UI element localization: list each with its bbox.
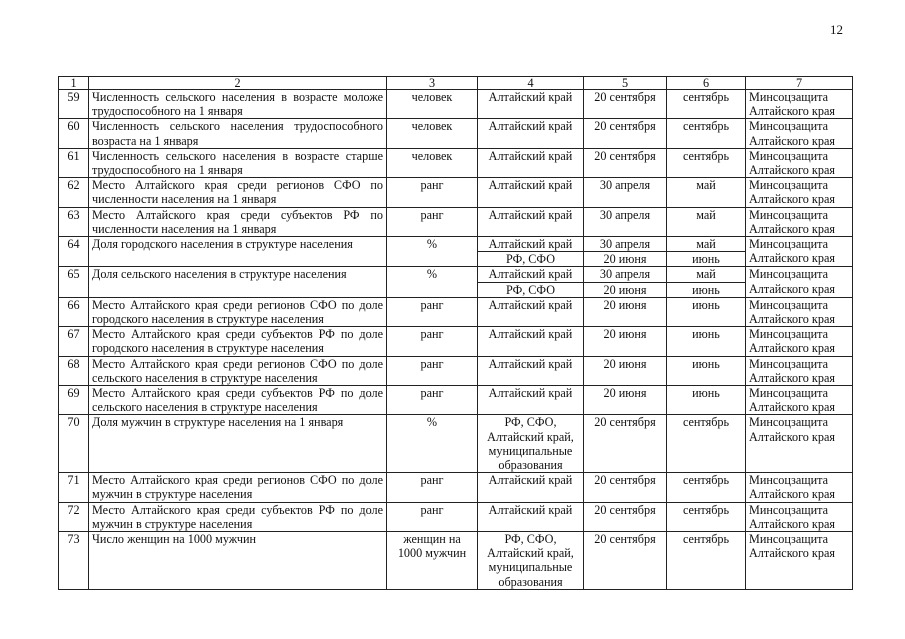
deadline-cell	[584, 502, 667, 531]
deadline-cell	[584, 119, 667, 148]
deadline-cell-value: 20 июня	[603, 356, 647, 371]
territory-cell	[478, 327, 584, 356]
responsible-cell: Минсоцзащита Алтайского края	[746, 148, 853, 177]
indicator-name: Место Алтайского края среди субъектов РФ по доле городского населения в структуре населения	[89, 327, 387, 356]
responsible-cell: Минсоцзащита Алтайского края	[746, 473, 853, 502]
deadline-cell-value: 30 апреля	[599, 207, 651, 222]
month-cell	[667, 415, 746, 473]
month-cell-value: июнь	[692, 386, 720, 400]
responsible-cell: Минсоцзащита Алтайского края	[746, 178, 853, 207]
territory-cell-value: Алтайский край	[488, 502, 573, 517]
deadline-cell-value: 20 июня	[603, 386, 647, 400]
territory-cell	[478, 415, 584, 473]
territory-cell	[478, 356, 584, 385]
territory-cell-value: Алтайский край	[488, 386, 573, 400]
responsible-cell: Минсоцзащита Алтайского края	[746, 237, 853, 267]
row-number: 72	[59, 502, 89, 531]
responsible-cell: Минсоцзащита Алтайского края	[746, 356, 853, 385]
territory-cell-value: РФ, СФО	[478, 251, 583, 266]
deadline-cell-value: 30 апреля	[599, 178, 651, 193]
table-row	[59, 297, 853, 326]
unit-cell: %	[387, 267, 478, 297]
row-number: 65	[59, 267, 89, 297]
month-cell	[667, 148, 746, 177]
deadline-cell-value: 20 сентября	[594, 90, 656, 104]
responsible-cell: Минсоцзащита Алтайского края	[746, 415, 853, 473]
table-row	[59, 237, 853, 267]
territory-cell-value: Алтайский край	[488, 327, 573, 342]
month-cell-value: май	[696, 267, 716, 282]
territory-cell	[478, 297, 584, 326]
indicator-name: Число женщин на 1000 мужчин	[89, 532, 387, 590]
table-row	[59, 386, 853, 415]
column-header: 1	[59, 77, 89, 90]
unit-cell: человек	[387, 90, 478, 119]
indicator-name: Место Алтайского края среди субъектов РФ по численности населения на 1 января	[89, 207, 387, 236]
territory-cell-value: Алтайский край	[488, 473, 573, 488]
deadline-cell-value: 20 сентября	[594, 415, 656, 430]
territory-cell-value: Алтайский край	[488, 119, 573, 134]
indicators-table	[58, 76, 853, 590]
month-cell	[667, 473, 746, 502]
month-cell	[667, 90, 746, 119]
row-number: 62	[59, 178, 89, 207]
month-cell	[667, 237, 746, 267]
deadline-cell-value: 30 апреля	[599, 237, 651, 252]
row-number: 63	[59, 207, 89, 236]
month-cell	[667, 327, 746, 356]
responsible-cell: Минсоцзащита Алтайского края	[746, 119, 853, 148]
responsible-cell: Минсоцзащита Алтайского края	[746, 297, 853, 326]
responsible-cell: Минсоцзащита Алтайского края	[746, 207, 853, 236]
indicator-name: Численность сельского населения в возрасте старше трудоспособного на 1 января	[89, 148, 387, 177]
unit-cell: человек	[387, 119, 478, 148]
territory-cell	[478, 502, 584, 531]
territory-cell	[478, 207, 584, 236]
deadline-cell	[584, 356, 667, 385]
deadline-cell	[584, 90, 667, 119]
month-cell	[667, 532, 746, 590]
table-row	[59, 207, 853, 236]
month-cell-value: сентябрь	[682, 415, 730, 430]
month-cell	[667, 119, 746, 148]
indicator-name: Место Алтайского края среди регионов СФО по доле сельского населения в структуре населения	[89, 356, 387, 385]
unit-cell: ранг	[387, 502, 478, 531]
column-header: 6	[667, 77, 746, 90]
unit-cell: ранг	[387, 386, 478, 415]
table-row	[59, 90, 853, 119]
responsible-cell: Минсоцзащита Алтайского края	[746, 386, 853, 415]
responsible-cell: Минсоцзащита Алтайского края	[746, 90, 853, 119]
month-cell	[667, 267, 746, 297]
indicator-name: Место Алтайского края среди субъектов РФ по доле сельского населения в структуре населения	[89, 386, 387, 415]
territory-cell-value: РФ, СФО, Алтайский край, муниципальные образования	[487, 532, 574, 589]
table-row	[59, 267, 853, 297]
territory-cell-value: Алтайский край	[488, 267, 573, 282]
indicator-name: Место Алтайского края среди регионов СФО по доле городского населения в структуре населения	[89, 297, 387, 326]
unit-cell: человек	[387, 148, 478, 177]
deadline-cell	[584, 473, 667, 502]
unit-cell: ранг	[387, 297, 478, 326]
table-row	[59, 502, 853, 531]
page-number: 12	[830, 22, 843, 37]
row-number: 73	[59, 532, 89, 590]
row-number: 60	[59, 119, 89, 148]
deadline-cell-value: 20 сентября	[594, 119, 656, 134]
unit-cell: ранг	[387, 207, 478, 236]
table-row	[59, 532, 853, 590]
indicator-name: Место Алтайского края среди субъектов РФ по доле мужчин в структуре населения	[89, 502, 387, 531]
deadline-cell	[584, 267, 667, 297]
responsible-cell: Минсоцзащита Алтайского края	[746, 502, 853, 531]
month-cell-value: июнь	[692, 356, 720, 371]
territory-cell-value: РФ, СФО, Алтайский край, муниципальные образования	[487, 415, 574, 473]
responsible-cell: Минсоцзащита Алтайского края	[746, 327, 853, 356]
month-cell	[667, 356, 746, 385]
month-cell-value: июнь	[667, 251, 745, 266]
table-row	[59, 148, 853, 177]
row-number: 68	[59, 356, 89, 385]
deadline-cell	[584, 178, 667, 207]
unit-cell: женщин на 1000 мужчин	[387, 532, 478, 590]
territory-cell	[478, 473, 584, 502]
month-cell-value: май	[696, 178, 716, 193]
month-cell	[667, 297, 746, 326]
deadline-cell-value: 20 июня	[584, 251, 666, 266]
month-cell	[667, 178, 746, 207]
indicator-name: Доля сельского населения в структуре населения	[89, 267, 387, 297]
unit-cell: ранг	[387, 327, 478, 356]
month-cell-value: сентябрь	[682, 532, 730, 547]
territory-cell	[478, 119, 584, 148]
month-cell-value: сентябрь	[682, 148, 730, 163]
deadline-cell	[584, 386, 667, 415]
month-cell-value: сентябрь	[682, 119, 730, 134]
unit-cell: %	[387, 415, 478, 473]
deadline-cell	[584, 148, 667, 177]
deadline-cell-value: 30 апреля	[599, 267, 651, 282]
month-cell-value: сентябрь	[682, 473, 730, 488]
month-cell	[667, 207, 746, 236]
territory-cell-value: Алтайский край	[488, 148, 573, 163]
month-cell-value: июнь	[667, 282, 745, 297]
deadline-cell	[584, 297, 667, 326]
territory-cell	[478, 237, 584, 267]
row-number: 70	[59, 415, 89, 473]
indicator-name: Доля мужчин в структуре населения на 1 января	[89, 415, 387, 473]
month-cell-value: сентябрь	[682, 502, 730, 517]
territory-cell	[478, 532, 584, 590]
row-number: 61	[59, 148, 89, 177]
territory-cell	[478, 90, 584, 119]
table-row	[59, 473, 853, 502]
indicator-name: Место Алтайского края среди регионов СФО по доле мужчин в структуре населения	[89, 473, 387, 502]
month-cell	[667, 502, 746, 531]
deadline-cell-value: 20 сентября	[594, 473, 656, 488]
month-cell-value: май	[696, 237, 716, 252]
column-header: 5	[584, 77, 667, 90]
indicator-name: Место Алтайского края среди регионов СФО по численности населения на 1 января	[89, 178, 387, 207]
territory-cell-value: Алтайский край	[488, 90, 573, 104]
territory-cell-value: Алтайский край	[488, 178, 573, 193]
territory-cell-value: Алтайский край	[488, 356, 573, 371]
indicator-name: Доля городского населения в структуре населения	[89, 237, 387, 267]
territory-cell	[478, 267, 584, 297]
unit-cell: ранг	[387, 473, 478, 502]
indicator-name: Численность сельского населения в возрасте моложе трудоспособного на 1 января	[89, 90, 387, 119]
month-cell	[667, 386, 746, 415]
unit-cell: %	[387, 237, 478, 267]
territory-cell	[478, 386, 584, 415]
row-number: 66	[59, 297, 89, 326]
row-number: 67	[59, 327, 89, 356]
row-number: 71	[59, 473, 89, 502]
territory-cell-value: Алтайский край	[488, 237, 573, 252]
month-cell-value: июнь	[692, 297, 720, 312]
deadline-cell-value: 20 июня	[603, 327, 647, 342]
column-header: 3	[387, 77, 478, 90]
deadline-cell	[584, 415, 667, 473]
responsible-cell: Минсоцзащита Алтайского края	[746, 267, 853, 297]
territory-cell-value: Алтайский край	[488, 297, 573, 312]
table-row	[59, 356, 853, 385]
row-number: 69	[59, 386, 89, 415]
table-row	[59, 327, 853, 356]
month-cell-value: июнь	[692, 327, 720, 342]
deadline-cell-value: 20 сентября	[594, 502, 656, 517]
indicator-name: Численность сельского населения трудоспособного возраста на 1 января	[89, 119, 387, 148]
month-cell-value: май	[696, 207, 716, 222]
responsible-cell: Минсоцзащита Алтайского края	[746, 532, 853, 590]
deadline-cell-value: 20 сентября	[594, 148, 656, 163]
column-header: 4	[478, 77, 584, 90]
row-number: 64	[59, 237, 89, 267]
table-row	[59, 178, 853, 207]
table-row	[59, 119, 853, 148]
row-number: 59	[59, 90, 89, 119]
territory-cell-value: Алтайский край	[488, 207, 573, 222]
header-row	[59, 77, 853, 90]
deadline-cell	[584, 207, 667, 236]
unit-cell: ранг	[387, 356, 478, 385]
territory-cell	[478, 148, 584, 177]
deadline-cell-value: 20 сентября	[594, 532, 656, 547]
table-row	[59, 415, 853, 473]
deadline-cell	[584, 532, 667, 590]
deadline-cell	[584, 237, 667, 267]
column-header: 2	[89, 77, 387, 90]
unit-cell: ранг	[387, 178, 478, 207]
deadline-cell	[584, 327, 667, 356]
deadline-cell-value: 20 июня	[584, 282, 666, 297]
territory-cell-value: РФ, СФО	[478, 282, 583, 297]
territory-cell	[478, 178, 584, 207]
month-cell-value: сентябрь	[682, 90, 730, 104]
column-header: 7	[746, 77, 853, 90]
deadline-cell-value: 20 июня	[603, 297, 647, 312]
